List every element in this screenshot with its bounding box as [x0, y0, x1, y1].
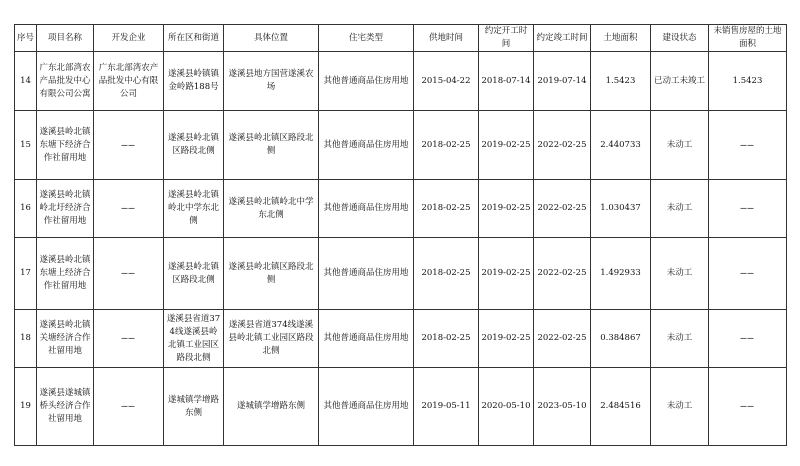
cell-developer: —— — [94, 310, 164, 368]
cell-finish-date: 2022-02-25 — [534, 238, 591, 310]
cell-supply-date: 2018-02-25 — [414, 238, 479, 310]
cell-start-date: 2019-02-25 — [479, 180, 534, 238]
table-row — [15, 310, 787, 368]
land-supply-table — [14, 24, 787, 446]
header-start-date: 约定开工时间 — [479, 25, 534, 52]
cell-seq: 18 — [15, 310, 37, 368]
table-row — [15, 180, 787, 238]
cell-land-area: 1.030437 — [591, 180, 651, 238]
cell-unsold-area: 1.5423 — [709, 52, 787, 111]
header-unsold-area: 未销售房屋的土地面积 — [709, 25, 787, 52]
header-supply-date: 供地时间 — [414, 25, 479, 52]
cell-start-date: 2019-02-25 — [479, 238, 534, 310]
cell-project-name: 遂溪县遂城镇桥头经济合作社留用地 — [37, 368, 94, 446]
cell-housing-type: 其他普通商品住房用地 — [319, 111, 414, 180]
cell-developer: —— — [94, 111, 164, 180]
cell-build-status: 未动工 — [651, 238, 709, 310]
cell-housing-type: 其他普通商品住房用地 — [319, 238, 414, 310]
header-seq: 序号 — [15, 25, 37, 52]
header-location: 具体位置 — [224, 25, 319, 52]
cell-housing-type: 其他普通商品住房用地 — [319, 180, 414, 238]
cell-land-area: 1.492933 — [591, 238, 651, 310]
header-district: 所在区和街道 — [164, 25, 224, 52]
cell-location: 遂溪县岭北镇区路段北侧 — [224, 111, 319, 180]
header-project-name: 项目名称 — [37, 25, 94, 52]
cell-finish-date: 2022-02-25 — [534, 180, 591, 238]
cell-start-date: 2018-07-14 — [479, 52, 534, 111]
cell-seq: 16 — [15, 180, 37, 238]
cell-developer: 广东北部湾农产品批发中心有限公司 — [94, 52, 164, 111]
cell-location: 遂溪县省道374线遂溪县岭北镇工业园区路段北侧 — [224, 310, 319, 368]
cell-project-name: 广东北部湾农产品批发中心有限公司公寓 — [37, 52, 94, 111]
cell-location: 遂溪县地方国营遂溪农场 — [224, 52, 319, 111]
cell-location: 遂溪县岭北镇区路段北侧 — [224, 238, 319, 310]
cell-district: 遂溪县省道374线遂溪县岭北镇工业园区路段北侧 — [164, 310, 224, 368]
table-row — [15, 368, 787, 446]
header-developer: 开发企业 — [94, 25, 164, 52]
cell-district: 遂溪县岭北镇区路段北侧 — [164, 238, 224, 310]
cell-land-area: 2.484516 — [591, 368, 651, 446]
cell-seq: 14 — [15, 52, 37, 111]
cell-developer: —— — [94, 368, 164, 446]
cell-start-date: 2019-02-25 — [479, 111, 534, 180]
cell-seq: 19 — [15, 368, 37, 446]
cell-finish-date: 2022-02-25 — [534, 310, 591, 368]
table-header-row — [15, 25, 787, 52]
cell-project-name: 遂溪县岭北镇东塘上经济合作社留用地 — [37, 238, 94, 310]
cell-district: 遂溪县岭北镇岭北中学东北侧 — [164, 180, 224, 238]
cell-land-area: 0.384867 — [591, 310, 651, 368]
cell-build-status: 未动工 — [651, 111, 709, 180]
header-housing-type: 住宅类型 — [319, 25, 414, 52]
cell-finish-date: 2023-05-10 — [534, 368, 591, 446]
table-row — [15, 52, 787, 111]
cell-location: 遂城镇学增路东侧 — [224, 368, 319, 446]
cell-project-name: 遂溪县岭北镇岭北圩经济合作社留用地 — [37, 180, 94, 238]
cell-project-name: 遂溪县岭北镇关塘经济合作社留用地 — [37, 310, 94, 368]
cell-housing-type: 其他普通商品住房用地 — [319, 368, 414, 446]
cell-seq: 17 — [15, 238, 37, 310]
cell-location: 遂溪县岭北镇岭北中学东北侧 — [224, 180, 319, 238]
cell-supply-date: 2019-05-11 — [414, 368, 479, 446]
cell-start-date: 2020-05-10 — [479, 368, 534, 446]
cell-developer: —— — [94, 238, 164, 310]
cell-district: 遂溪县岭镇镇金岭路188号 — [164, 52, 224, 111]
header-build-status: 建设状态 — [651, 25, 709, 52]
cell-finish-date: 2019-07-14 — [534, 52, 591, 111]
table-row — [15, 111, 787, 180]
cell-supply-date: 2018-02-25 — [414, 310, 479, 368]
land-table-container — [14, 24, 786, 446]
cell-district: 遂城镇学增路东侧 — [164, 368, 224, 446]
table-row — [15, 238, 787, 310]
cell-project-name: 遂溪县岭北镇东塘下经济合作社留用地 — [37, 111, 94, 180]
header-finish-date: 约定竣工时间 — [534, 25, 591, 52]
cell-unsold-area: —— — [709, 180, 787, 238]
cell-supply-date: 2015-04-22 — [414, 52, 479, 111]
header-land-area: 土地面积 — [591, 25, 651, 52]
cell-supply-date: 2018-02-25 — [414, 111, 479, 180]
cell-developer: —— — [94, 180, 164, 238]
cell-housing-type: 其他普通商品住房用地 — [319, 52, 414, 111]
cell-land-area: 2.440733 — [591, 111, 651, 180]
cell-unsold-area: —— — [709, 111, 787, 180]
cell-unsold-area: —— — [709, 238, 787, 310]
cell-build-status: 未动工 — [651, 310, 709, 368]
cell-unsold-area: —— — [709, 368, 787, 446]
cell-build-status: 未动工 — [651, 180, 709, 238]
cell-start-date: 2019-02-25 — [479, 310, 534, 368]
cell-build-status: 未动工 — [651, 368, 709, 446]
cell-seq: 15 — [15, 111, 37, 180]
cell-finish-date: 2022-02-25 — [534, 111, 591, 180]
cell-district: 遂溪县岭北镇区路段北侧 — [164, 111, 224, 180]
cell-build-status: 已动工未竣工 — [651, 52, 709, 111]
cell-housing-type: 其他普通商品住房用地 — [319, 310, 414, 368]
cell-supply-date: 2018-02-25 — [414, 180, 479, 238]
cell-land-area: 1.5423 — [591, 52, 651, 111]
cell-unsold-area: —— — [709, 310, 787, 368]
